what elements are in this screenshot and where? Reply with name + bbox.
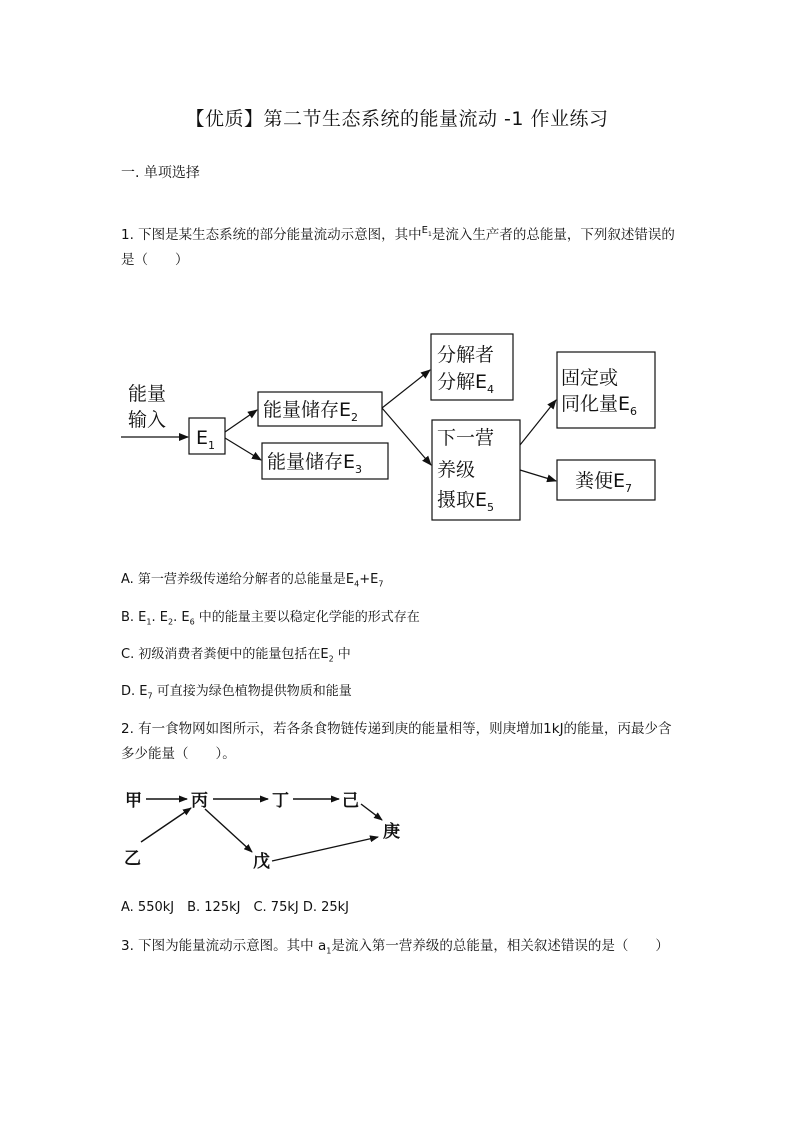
edge-bing-wu xyxy=(205,809,252,852)
q1-inline-symbol-letter: E xyxy=(421,225,428,236)
food-web-diagram xyxy=(0,782,794,882)
label-store2 xyxy=(263,399,358,424)
label-store3-sub: 3 xyxy=(355,463,363,476)
label-fixed-line1: 固定或 xyxy=(561,367,619,389)
q1-c-sub1: 2 xyxy=(328,654,334,664)
q1-a-sub1: 4 xyxy=(354,579,360,589)
q3-text-after: 是流入第一营养级的总能量，相关叙述错误的是（ ） xyxy=(331,938,669,954)
node-ding: 丁 xyxy=(272,791,289,811)
arrow-e1-store2 xyxy=(225,410,257,432)
arrow-store2-next xyxy=(382,408,431,465)
label-next-line1: 下一营 xyxy=(437,427,495,449)
label-fixed-sub: 6 xyxy=(630,405,638,418)
label-store2-sub: 2 xyxy=(351,411,359,424)
q1-option-c[interactable] xyxy=(121,645,351,670)
q3-text-before: 3. 下图为能量流动示意图。其中 a xyxy=(121,938,327,954)
label-next-line2: 养级 xyxy=(437,459,476,481)
q1-c-pre: C. 初级消费者粪便中的能量包括在E xyxy=(121,647,329,662)
edge-ji-geng xyxy=(361,804,382,820)
arrow-store2-decomp xyxy=(382,370,430,408)
question-1-stem xyxy=(121,218,677,273)
q1-b-pre: B. E xyxy=(121,610,147,625)
label-feces xyxy=(575,470,632,495)
label-fixed-main: 同化量E xyxy=(561,393,631,415)
label-decomp-line2 xyxy=(437,371,494,396)
label-next-line3 xyxy=(437,489,494,514)
q1-option-d[interactable] xyxy=(121,682,352,707)
q3-sub: 1 xyxy=(326,946,332,956)
label-feces-sub: 7 xyxy=(625,482,633,495)
q1-c-post: 中 xyxy=(333,647,351,662)
q1-d-sub1: 7 xyxy=(147,691,153,701)
q1-option-a[interactable] xyxy=(121,570,383,595)
question-3-stem xyxy=(121,934,677,964)
label-feces-main: 粪便E xyxy=(575,470,626,492)
label-fixed-line2 xyxy=(561,393,637,418)
q1-d-pre: D. E xyxy=(121,684,148,699)
q1-text-after: 是流入生产者的总能量，下列叙述错误的是（ ） xyxy=(121,227,675,268)
q1-b-mid1: . E xyxy=(151,610,168,625)
label-e1 xyxy=(196,427,215,452)
arrow-e1-store3 xyxy=(225,438,261,460)
arrow-next-feces xyxy=(520,470,556,481)
node-ji: 己 xyxy=(342,791,359,811)
arrow-next-fixed xyxy=(520,400,556,445)
label-decomp-sub: 4 xyxy=(487,383,495,396)
label-store3 xyxy=(267,451,362,476)
label-e1-sub: 1 xyxy=(208,439,216,452)
q1-a-sub2: 7 xyxy=(378,579,384,589)
label-next-sub: 5 xyxy=(487,501,495,514)
question-2-stem: 2. 有一食物网如图所示，若各条食物链传递到庚的能量相等，则庚增加1kJ的能量，丙最少含多少能量（ ）。 xyxy=(121,721,672,762)
q1-b-sub2: 2 xyxy=(167,617,174,627)
q1-b-mid2: . E xyxy=(173,610,190,625)
q1-a-pre: A. 第一营养级传递给分解者的总能量是E xyxy=(121,572,355,587)
node-jia: 甲 xyxy=(125,791,142,811)
node-yi: 乙 xyxy=(124,849,141,869)
q1-option-b[interactable] xyxy=(121,608,420,633)
energy-flow-diagram xyxy=(0,320,794,580)
q1-b-sub3: 6 xyxy=(189,617,195,627)
edge-yi-bing xyxy=(141,808,191,842)
q1-inline-symbol-sub: 1 xyxy=(428,231,432,238)
q1-b-post: 中的能量主要以稳定化学能的形式存在 xyxy=(194,610,420,625)
q1-b-sub1: 1 xyxy=(146,617,152,627)
label-decomp-main: 分解E xyxy=(437,371,488,393)
label-input-line2: 输入 xyxy=(128,409,167,431)
label-decomp-line1: 分解者 xyxy=(437,344,495,366)
edge-wu-geng xyxy=(272,837,378,861)
section-heading: 一. 单项选择 xyxy=(121,165,200,181)
node-wu: 戊 xyxy=(253,852,270,872)
page-title: 【优质】第二节生态系统的能量流动 -1 作业练习 xyxy=(185,108,609,130)
label-e1-main: E xyxy=(196,427,209,449)
node-geng: 庚 xyxy=(383,822,400,842)
box-fixed xyxy=(557,352,655,428)
label-store2-main: 能量储存E xyxy=(263,399,352,421)
q1-d-post: 可直接为绿色植物提供物质和能量 xyxy=(152,684,352,699)
label-store3-main: 能量储存E xyxy=(267,451,356,473)
q1-a-mid: +E xyxy=(359,572,379,587)
q1-inline-symbol xyxy=(422,225,432,236)
label-next-main: 摄取E xyxy=(437,489,488,511)
q2-options[interactable]: A. 550kJ B. 125kJ C. 75kJ D. 25kJ xyxy=(121,900,350,915)
q1-text-before: 1. 下图是某生态系统的部分能量流动示意图，其中 xyxy=(121,227,422,243)
label-input-line1: 能量 xyxy=(128,383,167,405)
node-bing: 丙 xyxy=(191,791,208,811)
